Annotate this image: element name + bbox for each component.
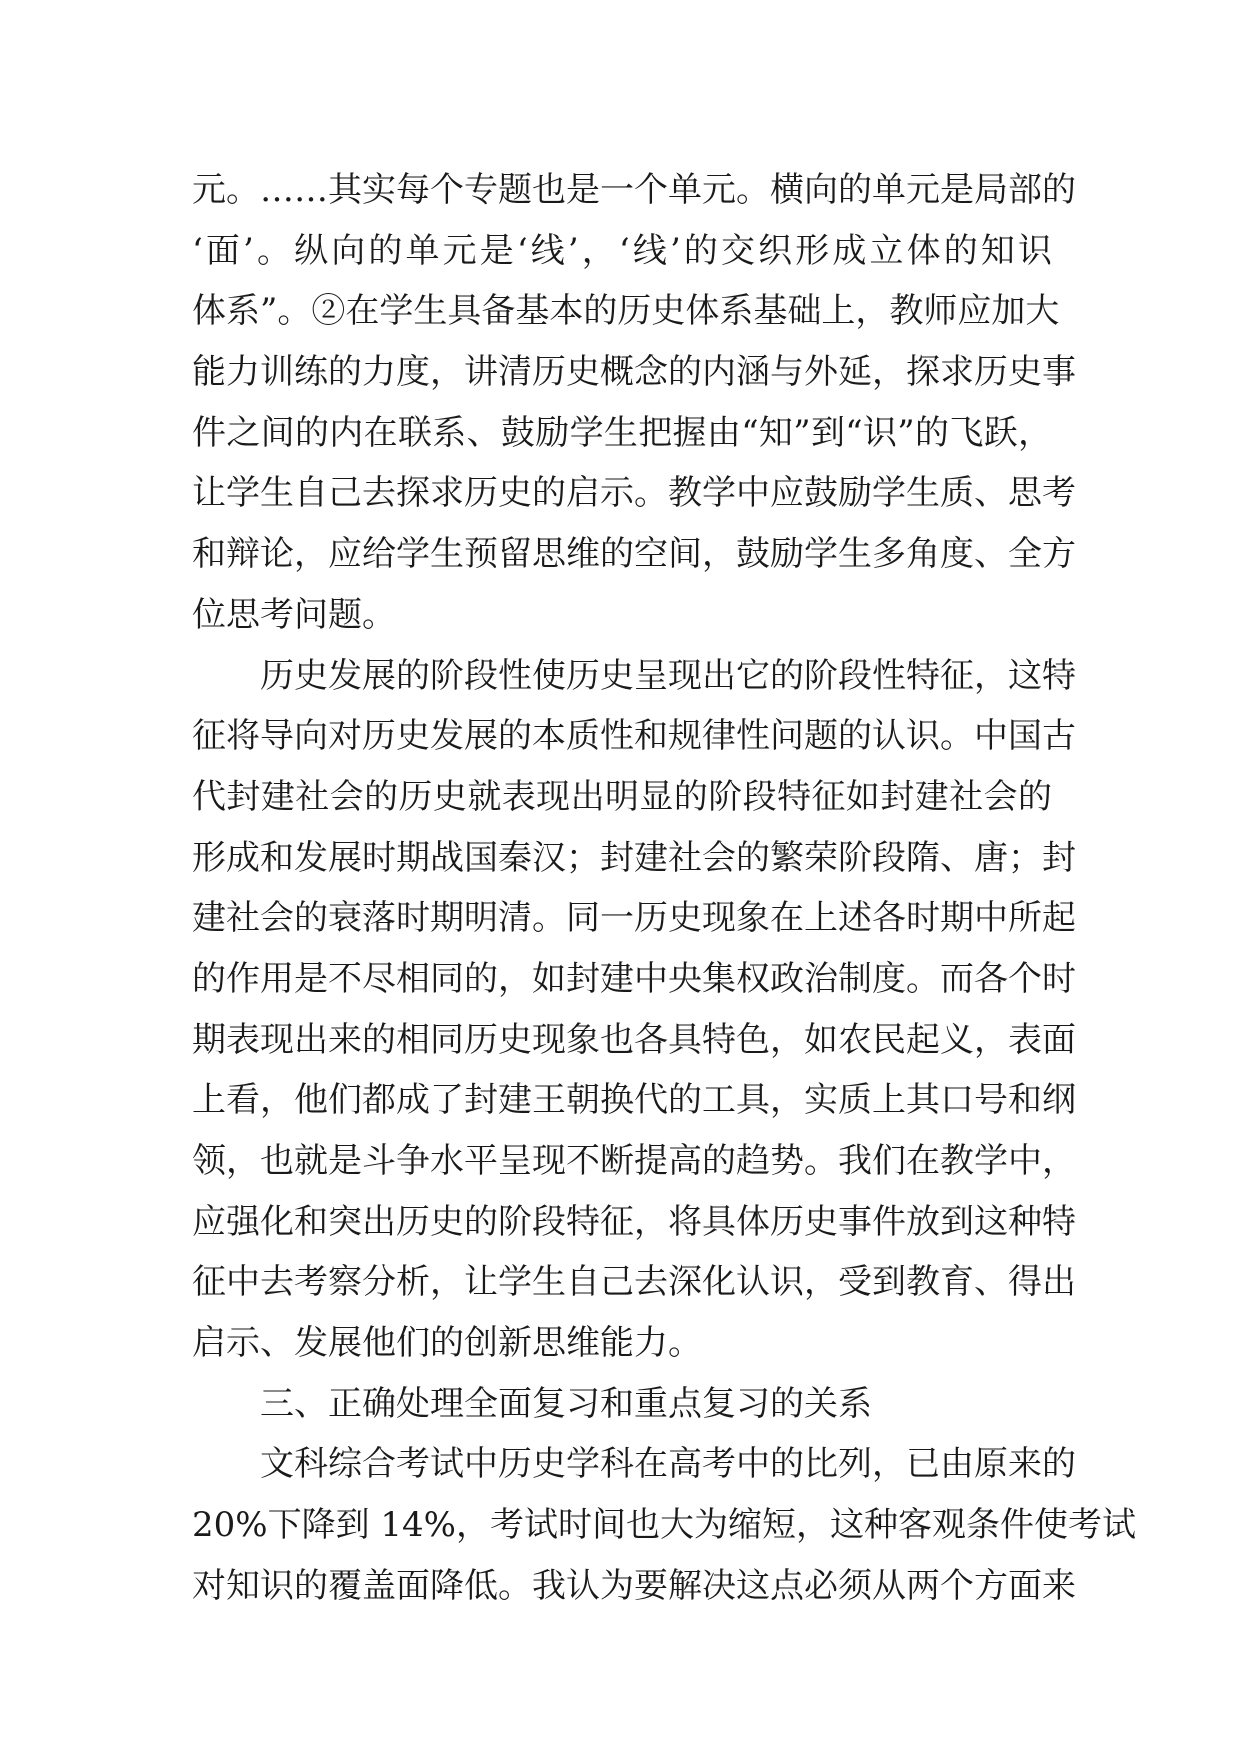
- body-text: [192, 160, 1136, 1617]
- text-line: 征将导向对历史发展的本质性和规律性问题的认识。中国古: [192, 716, 1076, 757]
- text-line: 体系”。②在学生具备基本的历史体系基础上，教师应加大: [192, 291, 1060, 332]
- text-line: 历史发展的阶段性使历史呈现出它的阶段性特征，这特: [260, 655, 1076, 696]
- text-line: ‘面’。纵向的单元是‘线’，‘线’的交织形成立体的知识: [192, 230, 1052, 271]
- text-line: 20%下降到 14%，考试时间也大为缩短，这种客观条件使考试: [192, 1505, 1136, 1546]
- section-heading: 三、正确处理全面复习和重点复习的关系: [260, 1383, 872, 1424]
- text-line: 的作用是不尽相同的，如封建中央集权政治制度。而各个时: [192, 958, 1076, 999]
- text-line: 启示、发展他们的创新思维能力。: [192, 1323, 702, 1364]
- text-line: 让学生自己去探求历史的启示。教学中应鼓励学生质、思考: [192, 473, 1076, 514]
- text-line: 建社会的衰落时期明清。同一历史现象在上述各时期中所起: [192, 898, 1076, 939]
- text-line: 代封建社会的历史就表现出明显的阶段特征如封建社会的: [192, 776, 1052, 817]
- text-line: 和辩论，应给学生预留思维的空间，鼓励学生多角度、全方: [192, 534, 1076, 575]
- text-line: 能力训练的力度，讲清历史概念的内涵与外延，探求历史事: [192, 352, 1076, 393]
- text-line: 应强化和突出历史的阶段特征，将具体历史事件放到这种特: [192, 1201, 1076, 1242]
- text-line: 对知识的覆盖面降低。我认为要解决这点必须从两个方面来: [192, 1565, 1076, 1606]
- text-line: 征中去考察分析，让学生自己去深化认识，受到教育、得出: [192, 1262, 1076, 1303]
- text-line: 元。……其实每个专题也是一个单元。横向的单元是局部的: [192, 170, 1076, 210]
- text-line: 上看，他们都成了封建王朝换代的工具，实质上其口号和纲: [192, 1080, 1076, 1121]
- text-line: 位思考问题。: [192, 594, 396, 635]
- text-line: 件之间的内在联系、鼓励学生把握由“知”到“识”的飞跃，: [192, 412, 1052, 453]
- text-line: 形成和发展时期战国秦汉；封建社会的繁荣阶段隋、唐；封: [192, 837, 1076, 878]
- text-line: 期表现出来的相同历史现象也各具特色，如农民起义，表面: [192, 1019, 1076, 1060]
- text-line: 文科综合考试中历史学科在高考中的比列，已由原来的: [260, 1444, 1076, 1485]
- text-line: 领，也就是斗争水平呈现不断提高的趋势。我们在教学中，: [192, 1141, 1076, 1181]
